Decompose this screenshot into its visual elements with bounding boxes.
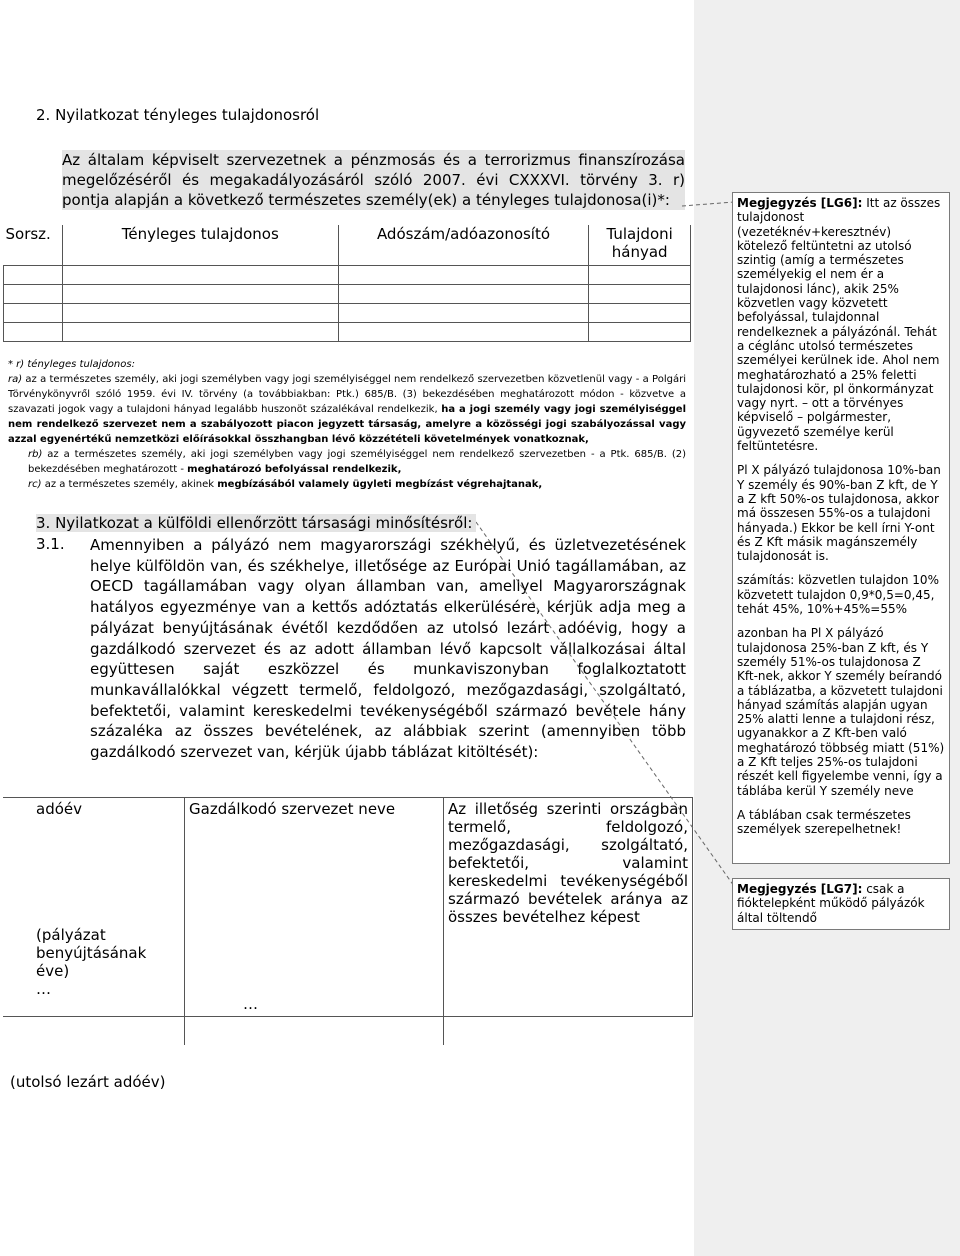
table-row	[4, 304, 691, 323]
comment-lg6[interactable]	[732, 192, 950, 864]
table-row	[4, 266, 691, 285]
comment-lg6-p1: Megjegyzés [LG6]: Itt az összes tulajdonost (vezetéknév+keresztnév) kötelező feltüntetni az utolsó szintig (amíg a természetes személyekig el nem ér a tulajdonosi lánc), akik 25% közvetlen vagy közvetett befolyással, tulajdonnal rendelkeznek a pályázónál. Tehát a céglánc utolsó természetes személyei kerülnek ide. Ahol nem meghatározható a 25% feletti tulajdonosi kör, pl önkormányzat vagy nyrt. – ott a törvényes képviselő – polgármester, ügyvezető személye kerül feltüntetésre.	[737, 196, 941, 454]
table-cell[interactable]	[589, 285, 691, 304]
table-cell[interactable]	[589, 304, 691, 323]
comment-lg6-p3: számítás: közvetlen tulajdon 10% közvetett tulajdon 0,9*0,5=0,45, tehát 45%, 10%+45%=55%	[737, 573, 939, 617]
comment-author: Megjegyzés [LG6]:	[737, 196, 863, 210]
table-cell[interactable]	[338, 266, 589, 285]
table-cell-org	[185, 798, 444, 1017]
section-3-1-number: 3.1.	[36, 535, 65, 553]
comment-lg6-p5: A táblában csak természetes személyek szerepelhetnek!	[737, 807, 911, 837]
table-cell-year	[3, 798, 185, 1017]
row-label-application-year: (pályázat benyújtásának éve)	[36, 926, 147, 980]
col-header-share: Tulajdoni hányad	[589, 225, 691, 266]
table-cell[interactable]	[3, 1017, 185, 1046]
table-cell[interactable]	[589, 323, 691, 342]
table-cell[interactable]	[4, 285, 63, 304]
table-cell[interactable]	[62, 285, 338, 304]
section-3-heading: 3. Nyilatkozat a külföldi ellenőrzött társasági minősítésről:	[36, 514, 476, 532]
footnote-title: * r) tényleges tulajdonos:	[8, 359, 135, 370]
col-header-serial: Sorsz.	[4, 225, 63, 266]
table-cell[interactable]	[338, 285, 589, 304]
table-cell[interactable]	[444, 1017, 693, 1046]
col-header-year: adóév	[36, 800, 82, 818]
comment-lg7-text: csak a fióktelepként működő pályázók által töltendő	[737, 882, 925, 925]
row-label-last-closed-year: (utolsó lezárt adóév)	[10, 1073, 166, 1091]
footnote-rb: rb) az a természetes személy, aki jogi személyben vagy jogi személyiséggel nem rendelkező szervezetben - a Ptk. 685/B. (2) bekezdésében meghatározott - meghatározó befolyással rendelkezik,	[28, 449, 686, 475]
comment-leader-line	[682, 200, 734, 216]
footnote	[8, 357, 686, 492]
comment-author: Megjegyzés [LG7]:	[737, 882, 863, 896]
col-header-org-name: Gazdálkodó szervezet neve	[189, 800, 396, 818]
table-cell[interactable]	[338, 323, 589, 342]
beneficial-owner-table	[3, 225, 691, 342]
table-cell[interactable]	[62, 266, 338, 285]
col-header-revenue-ratio: Az illetőség szerinti országban termelő, feldolgozó, mezőgazdasági, szolgáltató, befektetői, valamint kereskedelmi tevékenységéből származó bevételek aránya az összes bevételhez képest	[448, 800, 688, 926]
comment-lg6-p2: Pl X pályázó tulajdonosa 10%-ban Y személy és 90%-ban Z kft, de Y a Z kft 50%-os tulajdonosa, akkor má összesen 55%-os a tulajdoni hányada.) Ekkor be kell írni Y-ont és Z Kft másik magánszemély tulajdonosát is.	[737, 463, 941, 564]
ellipsis: …	[243, 995, 258, 1013]
table-row	[4, 285, 691, 304]
section-2-heading: 2. Nyilatkozat tényleges tulajdonosról	[36, 106, 320, 124]
table-header-row	[4, 225, 691, 266]
col-header-taxid: Adószám/adóazonosító	[338, 225, 589, 266]
footnote-rc: rc) az a természetes személy, akinek megbízásából valamely ügyleti megbízást végrehajtanak,	[28, 479, 543, 490]
table-row	[3, 1017, 693, 1046]
table-cell[interactable]	[62, 304, 338, 323]
table-cell[interactable]	[4, 266, 63, 285]
comment-lg7[interactable]	[732, 878, 950, 930]
table-cell[interactable]	[4, 304, 63, 323]
comment-lg6-p4: azonban ha Pl X pályázó tulajdonosa 25%-ban Z kft, és Y személy 51%-os tulajdonosa Z Kft-nek, akkor Y személy beírandó a táblázatba, a közvetett tulajdoni hányad számítás alapján ugyan 25% alatti lenne a tulajdoni rész, ugyanakkor a Z Kft-ben való meghatározó többség miatt (51%) a Z Kft teljes 25%-os tulajdoni részét kell figyelembe venni, így a táblába kerül Y személy neve	[737, 626, 945, 798]
table-cell[interactable]	[4, 323, 63, 342]
col-header-owner: Tényleges tulajdonos	[62, 225, 338, 266]
table-cell[interactable]	[62, 323, 338, 342]
table-cell[interactable]	[589, 266, 691, 285]
ellipsis: …	[36, 980, 51, 998]
section-2-intro: Az általam képviselt szervezetnek a pénzmosás és a terrorizmus finanszírozása megelőzéséről és megakadályozásáról szóló 2007. évi CXXXVI. törvény 3. r) pontja alapján a következő természetes személy(ek) a tényleges tulajdonosa(i)*:	[62, 151, 685, 209]
comment-leader-line-2	[476, 518, 734, 890]
table-cell[interactable]	[338, 304, 589, 323]
table-row	[4, 323, 691, 342]
table-cell[interactable]	[185, 1017, 444, 1046]
footnote-ra: ra) az a természetes személy, aki jogi személyben vagy jogi személyiséggel nem rendelkező szervezetben közvetlenül vagy - a Polgári Törvénykönyvről szóló 1959. évi IV. törvény (a továbbiakban: Ptk.) 685/B. (3) bekezdésében meghatározott módon - közvetve a szavazati jogok vagy a tulajdoni hányad legalább huszonöt százalékával rendelkezik, ha a jogi személy vagy jogi személyiséggel nem rendelkező szervezet nem a szabályozott piacon jegyzett társaság, amelyre a közösségi jogi szabályozással vagy azzal egyenértékű nemzetközi előírásokkal összhangban lévő közzétételi követelmények vonatkoznak,	[8, 374, 687, 445]
section-3-1-text: Amennyiben a pályázó nem magyarországi székhelyű, és üzletvezetésének helye külföldön van, és székhelye, illetősége az Európai Unió tagállamában, az OECD tagállamában vagy olyan államban van, amellyel Magyarországnak hatályos egyezménye van a kettős adóztatás elkerülésére, kérjük adja meg a pályázat benyújtásának évétől kezdődően az utolsó lezárt adóévig, hogy a gazdálkodó szervezet és az adott államban lévő kapcsolt vállalkozásai által együttesen saját eszközzel és munkaviszonyban foglalkoztatott munkavállalókkal végzett termelő, feldolgozó, mezőgazdasági, szolgáltató, befektetői, valamint kereskedelmi tevékenységéből származó bevétele hány százaléka az összes bevételének, az alábbiak szerint (amennyiben több gazdálkodó szervezet van, kérjük újabb táblázat kitöltését):	[90, 536, 686, 762]
